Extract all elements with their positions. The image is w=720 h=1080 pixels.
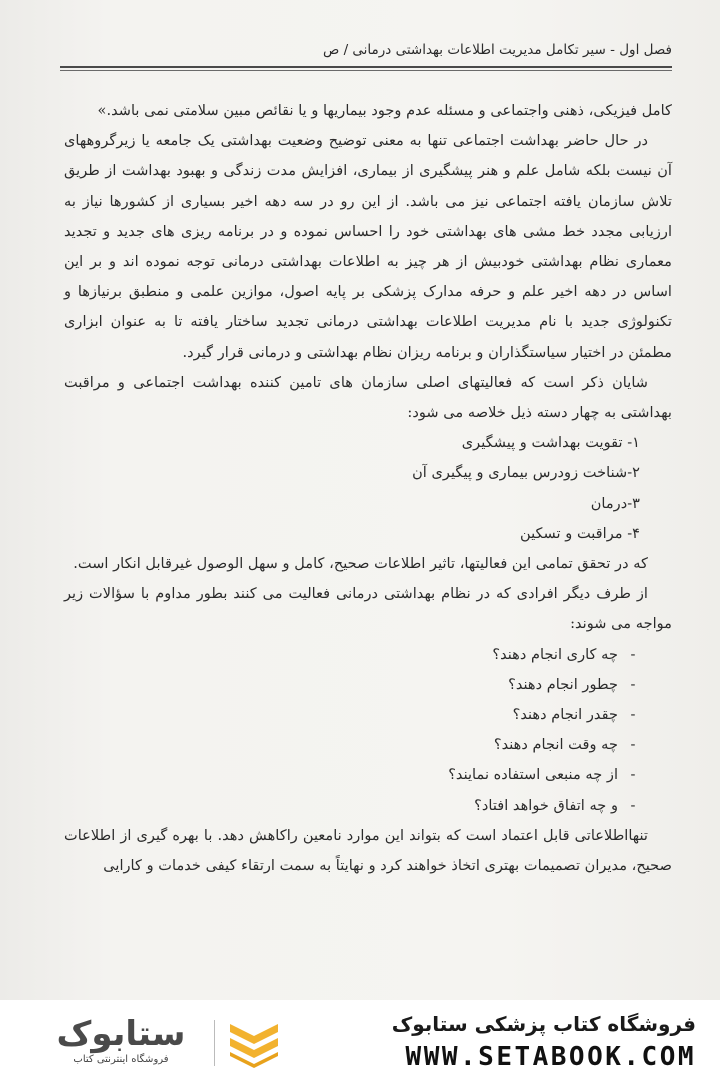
dash-bullet: - [630,706,636,724]
header-rule [60,66,672,68]
question-text: چقدر انجام دهند؟ [512,706,618,724]
question-item [64,791,672,821]
body-paragraph: از طرف دیگر افرادی که در نظام بهداشتی درمانی فعالیت می کنند بطور مداوم با سؤالات زیر مواجه می شوند: [64,585,672,633]
header-rule-thin [60,70,672,71]
body-paragraph: که در تحقق تمامی این فعالیتها، تاثیر اطلاعات صحیح، کامل و سهل الوصول غیرقابل انکار است. [73,555,648,573]
store-website-link[interactable]: WWW.SETABOOK.COM [405,1042,696,1072]
dash-bullet: - [630,675,636,693]
question-text: چطور انجام دهند؟ [508,675,618,693]
book-stack-icon [226,1018,282,1068]
activity-list-item: ۲-شناخت زودرس بیماری و پیگیری آن [412,464,640,482]
question-item [64,730,672,760]
page-header: فصل اول - سیر تکامل مدیریت اطلاعات بهداشتی درمانی / ص [322,42,672,58]
question-text: از چه منبعی استفاده نمایند؟ [448,766,618,784]
question-item [64,640,672,670]
logo-tagline: فروشگاه اینترنتی کتاب [73,1054,169,1065]
dash-bullet: - [630,766,636,784]
publisher-footer [0,1000,720,1080]
question-item [64,760,672,790]
logo-wordmark: ستابوک [56,1014,186,1054]
body-paragraph: تنهااطلاعاتی قابل اعتماد است که بتواند این موارد نامعین راکاهش دهد. با بهره گیری از اطلاعات صحیح، مدیران تصمیمات بهتری اتخاذ خواهند کرد و نهایتاً به سمت ارتقاء کیفی خدمات و کارایی [64,826,672,875]
body-text [64,96,672,881]
question-text: چه وقت انجام دهند؟ [493,736,618,754]
question-item [64,670,672,700]
dash-bullet: - [630,736,636,754]
question-text: چه کاری انجام دهند؟ [492,645,618,663]
dash-bullet: - [630,796,636,814]
activity-list-item: ۴- مراقبت و تسکین [519,524,640,542]
question-text: و چه اتفاق خواهد افتاد؟ [474,796,618,814]
logo-divider [214,1020,215,1066]
store-name: فروشگاه کتاب پزشکی ستابوک [391,1012,696,1036]
body-paragraph: کامل فیزیکی، ذهنی واجتماعی و مسئله عدم وجود بیماریها و یا نقائص مبین سلامتی نمی باشد.» [97,102,672,119]
body-paragraph: شایان ذکر است که فعالیتهای اصلی سازمان های تامین کننده بهداشت اجتماعی و مراقبت بهداشتی به چهار دسته ذیل خلاصه می شود: [64,373,672,422]
body-paragraph: در حال حاضر بهداشت اجتماعی تنها به معنی توضیح وضعیت بهداشتی یک جامعه یا زیرگروههای آن نیست بلکه شامل علم و هنر پیشگیری از بیماری، افزایش مدت زندگی و بهبود بهداشت از طریق تلاش سازمان یافته اجتماعی نیز می باشد. از این رو در سه دهه اخیر بسیاری از کشورها نیاز به ارزیابی مجدد خط مشی های بهداشتی خود را احساس نموده و در برنامه ریزی های جدید و تجدید معماری نظام بهداشتی خودبیش از هر چیز به اطلاعات بهداشتی درمانی توجه نموده اند و بر این اساس در دهه اخیر علم و حرفه مدارک پزشکی بر پایه اصول، موازین علمی و منطبق برنیازها و تکنولوژی جدید با نام مدیریت اطلاعات بهداشتی درمانی تجدید ساختار یافته تا به عنوان ابزاری مطمئن در اختیار سیاستگذاران و برنامه ریزان نظام بهداشتی و درمانی قرار گیرد. [64,132,672,361]
activity-list-item: ۱- تقویت بهداشت و پیشگیری [461,434,640,452]
setabook-logo[interactable] [36,1008,286,1074]
question-item [64,700,672,730]
activity-list-item: ۳-درمان [590,494,640,512]
dash-bullet: - [630,645,636,663]
